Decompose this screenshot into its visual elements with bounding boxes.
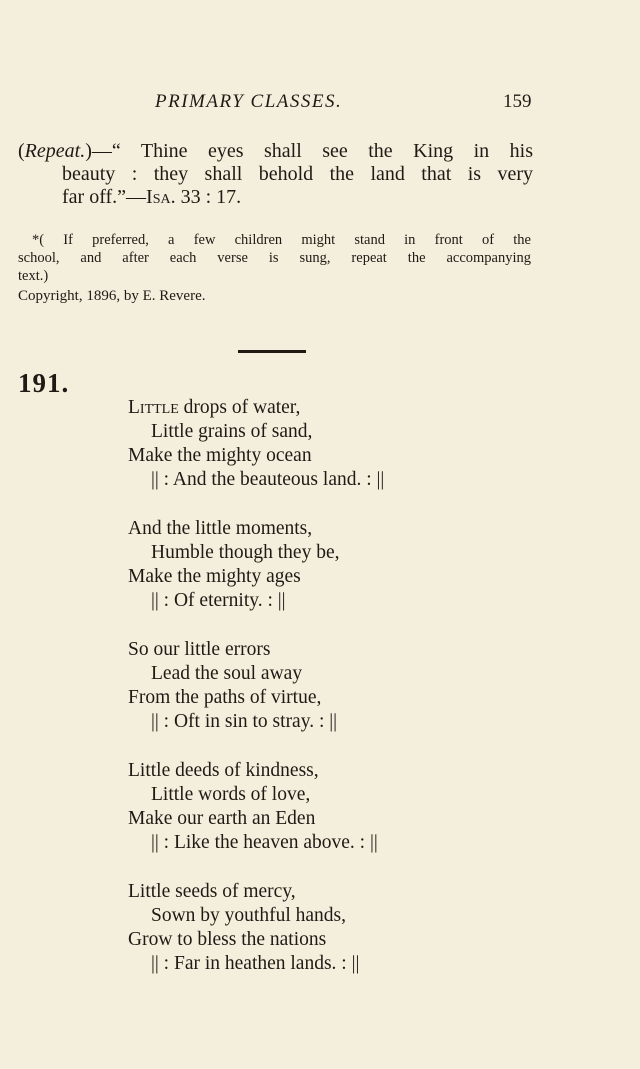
scripture-verse: 33 : 17. [175,186,242,208]
verse-line: Make the mighty ocean [128,445,312,466]
verse-5 [128,880,384,976]
verse-line: Grow to bless the nations [128,929,327,950]
repeat-line-3-text: far off.”— [62,186,147,208]
footnote-line-1: *( If preferred, a few children might stand in front of the [32,232,531,248]
verse-4 [128,759,384,855]
verse-line: Little grains of sand, [151,421,313,442]
copyright-notice: Copyright, 1896, by E. Revere. [18,288,206,304]
running-title: PRIMARY CLASSES. [155,91,343,112]
repeat-label: Repeat. [24,140,86,162]
repeat-line-3 [18,186,533,209]
footnote [18,231,531,285]
verse-refrain: || : And the beauteous land. : || [151,469,385,490]
verse-refrain: || : Far in heathen lands. : || [151,953,360,974]
repeat-line-1 [18,140,533,163]
verse-line-rest: drops of water, [178,397,301,418]
footnote-line-3: text.) [18,268,49,284]
verse-1 [128,396,384,492]
page-number: 159 [503,91,532,112]
verse-refrain: || : Like the heaven above. : || [151,832,378,853]
verse-3 [128,638,384,734]
verse-line: So our little errors [128,639,271,660]
repeat-scripture-text [18,140,533,209]
repeat-line-2: beauty : they shall behold the land that is very [62,163,533,185]
verse-line: Sown by youthful hands, [151,905,346,926]
running-head [0,91,640,115]
verse-line: Make the mighty ages [128,566,301,587]
verse-line: From the paths of virtue, [128,687,322,708]
verse-first-word: Little [128,397,179,418]
section-divider [238,350,306,353]
verse-line: Make our earth an Eden [128,808,316,829]
scripture-book: Isa. [146,186,176,208]
repeat-line-1-rest: )—“ Thine eyes shall see the King in his [85,140,533,162]
hymn-number: 191. [18,368,70,398]
verse-line [128,396,384,420]
verse-2 [128,517,384,613]
verse-line: Lead the soul away [151,663,303,684]
footnote-line-2: school, and after each verse is sung, repeat the accompanying [18,250,531,266]
verse-line: Little seeds of mercy, [128,881,296,902]
verse-refrain: || : Oft in sin to stray. : || [151,711,338,732]
verse-line: And the little moments, [128,518,313,539]
verse-refrain: || : Of eternity. : || [151,590,286,611]
verse-line: Little words of love, [151,784,311,805]
hymn-verses [128,396,384,1001]
verse-line: Humble though they be, [151,542,340,563]
verse-line: Little deeds of kindness, [128,760,319,781]
open-paren: ( [18,140,25,162]
